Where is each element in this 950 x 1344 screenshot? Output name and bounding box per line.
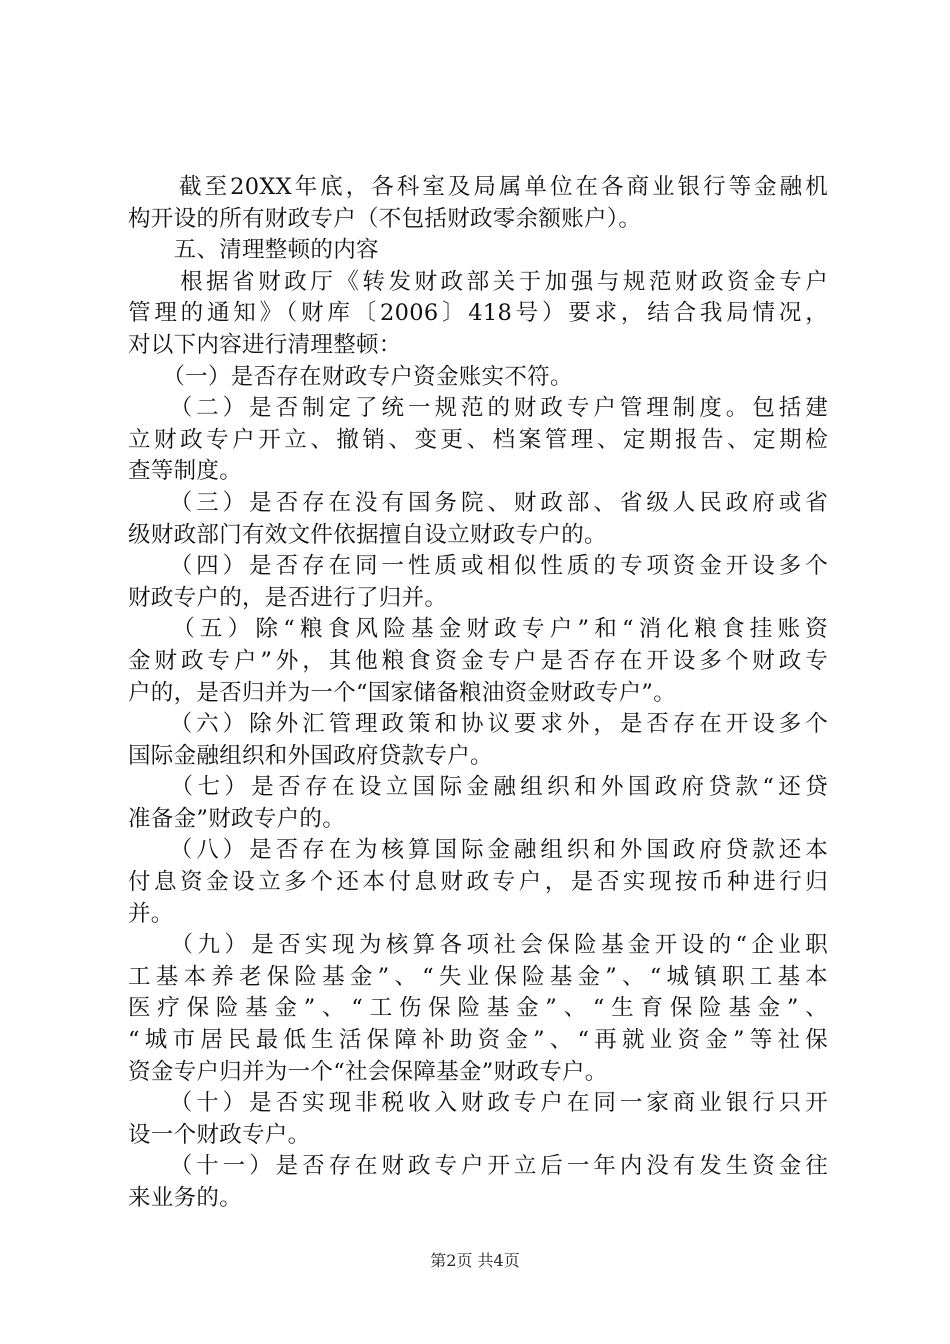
text-line: （二）是否制定了统一规范的财政专户管理制度。包括建 — [128, 395, 828, 422]
text-line: （八）是否存在为核算国际金融组织和外国政府贷款还本 — [128, 837, 828, 864]
text-line: 医疗保险基金”、“工伤保险基金”、“生育保险基金”、 — [128, 995, 828, 1022]
text-line: 来业务的。 — [128, 1185, 243, 1211]
text-line: （七）是否存在设立国际金融组织和外国政府贷款“还贷 — [128, 774, 828, 801]
text-line: 对以下内容进行清理整顿： — [128, 331, 402, 358]
text-line: 付息资金设立多个还本付息财政专户，是否实现按币种进行归 — [128, 869, 828, 896]
page-footer — [0, 1251, 950, 1271]
text-line: 财政专户的，是否进行了归并。 — [128, 584, 448, 611]
text-line: 查等制度。 — [128, 458, 243, 485]
text-line: 设一个财政专户。 — [128, 1121, 311, 1148]
text-line: 五、清理整顿的内容 — [128, 237, 379, 264]
document-body — [128, 172, 828, 1215]
text-line: （十一）是否存在财政专户开立后一年内没有发生资金往 — [128, 1153, 828, 1180]
text-line: 工基本养老保险基金”、“失业保险基金”、“城镇职工基本 — [128, 963, 828, 990]
text-line: （四）是否存在同一性质或相似性质的专项资金开设多个 — [128, 553, 828, 580]
text-line: 户的，是否归并为一个“国家储备粮油资金财政专户”。 — [128, 679, 677, 706]
text-line: （五）除“粮食风险基金财政专户”和“消化粮食挂账资 — [128, 616, 828, 643]
text-line: （六）除外汇管理政策和协议要求外，是否存在开设多个 — [128, 711, 828, 738]
text-line: （一）是否存在财政专户资金账实不符。 — [128, 363, 573, 390]
text-line: 准备金”财政专户的。 — [128, 805, 346, 832]
text-line: 根据省财政厅《转发财政部关于加强与规范财政资金专户 — [128, 268, 828, 295]
text-line: “城市居民最低生活保障补助资金”、“再就业资金”等社保 — [128, 1027, 828, 1054]
text-line: （九）是否实现为核算各项社会保险基金开设的“企业职 — [128, 932, 828, 959]
page-number-label: 第2页 共4页 — [430, 1251, 520, 1270]
text-line: （十）是否实现非税收入财政专户在同一家商业银行只开 — [128, 1090, 828, 1117]
text-line: 国际金融组织和外国政府贷款专户。 — [128, 742, 493, 769]
text-line: 管理的通知》（财库〔2006〕418号）要求，结合我局情况， — [128, 300, 828, 327]
text-line: 资金专户归并为一个“社会保障基金”财政专户。 — [128, 1058, 608, 1085]
text-line: 金财政专户”外，其他粮食资金专户是否存在开设多个财政专 — [128, 647, 828, 674]
text-line: 级财政部门有效文件依据擅自设立财政专户的。 — [128, 521, 607, 548]
text-line: 截至20XX年底，各科室及局属单位在各商业银行等金融机 — [128, 174, 828, 200]
text-line: 并。 — [128, 900, 174, 927]
text-line: 构开设的所有财政专户（不包括财政零余额账户）。 — [128, 205, 642, 232]
text-line: （三）是否存在没有国务院、财政部、省级人民政府或省 — [128, 489, 828, 516]
text-line: 立财政专户开立、撤销、变更、档案管理、定期报告、定期检 — [128, 426, 828, 453]
